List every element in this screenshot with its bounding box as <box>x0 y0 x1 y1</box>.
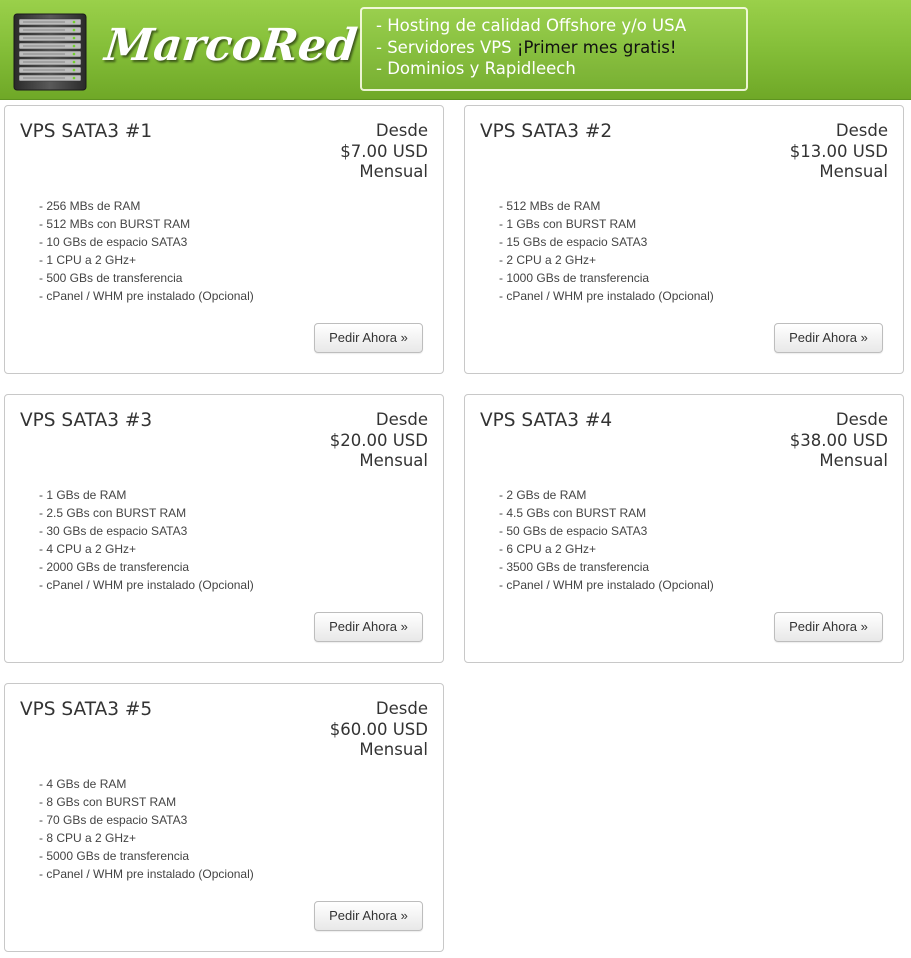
plan-price <box>330 699 428 761</box>
feature-item: - 4 GBs de RAM <box>39 777 127 791</box>
price-prefix: Desde <box>375 121 428 140</box>
feature-item: - 2 GBs de RAM <box>499 488 587 502</box>
feature-list <box>499 197 714 305</box>
server-rack-icon <box>10 12 90 92</box>
plan-title: VPS SATA3 #3 <box>20 410 153 431</box>
price-period: Mensual <box>819 162 888 181</box>
feature-item: - cPanel / WHM pre instalado (Opcional) <box>499 289 714 303</box>
price-amount: $20.00 USD <box>329 430 428 450</box>
plan-title: VPS SATA3 #1 <box>20 121 153 142</box>
promo-line-2 <box>376 37 746 59</box>
price-period: Mensual <box>819 451 888 470</box>
feature-item: - 70 GBs de espacio SATA3 <box>39 813 188 827</box>
feature-item: - 50 GBs de espacio SATA3 <box>499 524 648 538</box>
feature-item: - 2000 GBs de transferencia <box>39 560 190 574</box>
feature-item: - 30 GBs de espacio SATA3 <box>39 524 188 538</box>
plan-card <box>4 394 444 663</box>
plan-title: VPS SATA3 #2 <box>480 121 613 142</box>
plan-card <box>4 683 444 952</box>
plan-title: VPS SATA3 #5 <box>20 699 153 720</box>
promo-line-2-text: - Servidores VPS <box>376 37 517 57</box>
plan-price <box>790 121 888 183</box>
feature-item: - cPanel / WHM pre instalado (Opcional) <box>39 867 254 881</box>
feature-item: - 1 GBs con BURST RAM <box>499 217 637 231</box>
order-button[interactable]: Pedir Ahora » <box>774 612 883 642</box>
price-prefix: Desde <box>375 699 428 718</box>
feature-item: - 15 GBs de espacio SATA3 <box>499 235 648 249</box>
feature-item: - 10 GBs de espacio SATA3 <box>39 235 188 249</box>
plan-card <box>464 105 904 374</box>
feature-item: - 500 GBs de transferencia <box>39 271 183 285</box>
plan-price <box>340 121 428 183</box>
feature-item: - 1000 GBs de transferencia <box>499 271 650 285</box>
site-header <box>0 0 911 100</box>
feature-item: - 1 CPU a 2 GHz+ <box>39 253 137 267</box>
feature-item: - 8 GBs con BURST RAM <box>39 795 177 809</box>
feature-item: - 4 CPU a 2 GHz+ <box>39 542 137 556</box>
promo-highlight: ¡Primer mes gratis! <box>516 37 677 57</box>
plan-title: VPS SATA3 #4 <box>480 410 613 431</box>
feature-item: - cPanel / WHM pre instalado (Opcional) <box>39 289 254 303</box>
plan-card <box>464 394 904 663</box>
order-button[interactable]: Pedir Ahora » <box>314 323 423 353</box>
order-button[interactable]: Pedir Ahora » <box>314 901 423 931</box>
price-amount: $38.00 USD <box>789 430 888 450</box>
price-amount: $13.00 USD <box>789 141 888 161</box>
price-prefix: Desde <box>835 121 888 140</box>
feature-item: - 256 MBs de RAM <box>39 199 141 213</box>
plan-card <box>4 105 444 374</box>
plan-price <box>790 410 888 472</box>
price-prefix: Desde <box>835 410 888 429</box>
price-period: Mensual <box>359 740 428 759</box>
feature-list <box>39 486 254 594</box>
feature-item: - cPanel / WHM pre instalado (Opcional) <box>499 578 714 592</box>
feature-item: - 5000 GBs de transferencia <box>39 849 190 863</box>
site-logo[interactable]: MarcoRed <box>102 20 360 71</box>
feature-item: - cPanel / WHM pre instalado (Opcional) <box>39 578 254 592</box>
feature-list <box>499 486 714 594</box>
feature-item: - 2.5 GBs con BURST RAM <box>39 506 187 520</box>
feature-item: - 2 CPU a 2 GHz+ <box>499 253 597 267</box>
feature-list <box>39 197 254 305</box>
promo-line-1: - Hosting de calidad Offshore y/o USA <box>376 16 687 35</box>
feature-item: - 1 GBs de RAM <box>39 488 127 502</box>
price-prefix: Desde <box>375 410 428 429</box>
price-amount: $7.00 USD <box>340 141 428 161</box>
feature-list <box>39 775 254 883</box>
promo-line-3: - Dominios y Rapidleech <box>376 59 576 78</box>
order-button[interactable]: Pedir Ahora » <box>314 612 423 642</box>
price-period: Mensual <box>359 162 428 181</box>
plan-price <box>330 410 428 472</box>
feature-item: - 6 CPU a 2 GHz+ <box>499 542 597 556</box>
feature-item: - 4.5 GBs con BURST RAM <box>499 506 647 520</box>
price-period: Mensual <box>359 451 428 470</box>
feature-item: - 8 CPU a 2 GHz+ <box>39 831 137 845</box>
feature-item: - 512 MBs de RAM <box>499 199 601 213</box>
order-button[interactable]: Pedir Ahora » <box>774 323 883 353</box>
promo-box <box>360 7 748 91</box>
price-amount: $60.00 USD <box>329 719 428 739</box>
feature-item: - 3500 GBs de transferencia <box>499 560 650 574</box>
feature-item: - 512 MBs con BURST RAM <box>39 217 191 231</box>
